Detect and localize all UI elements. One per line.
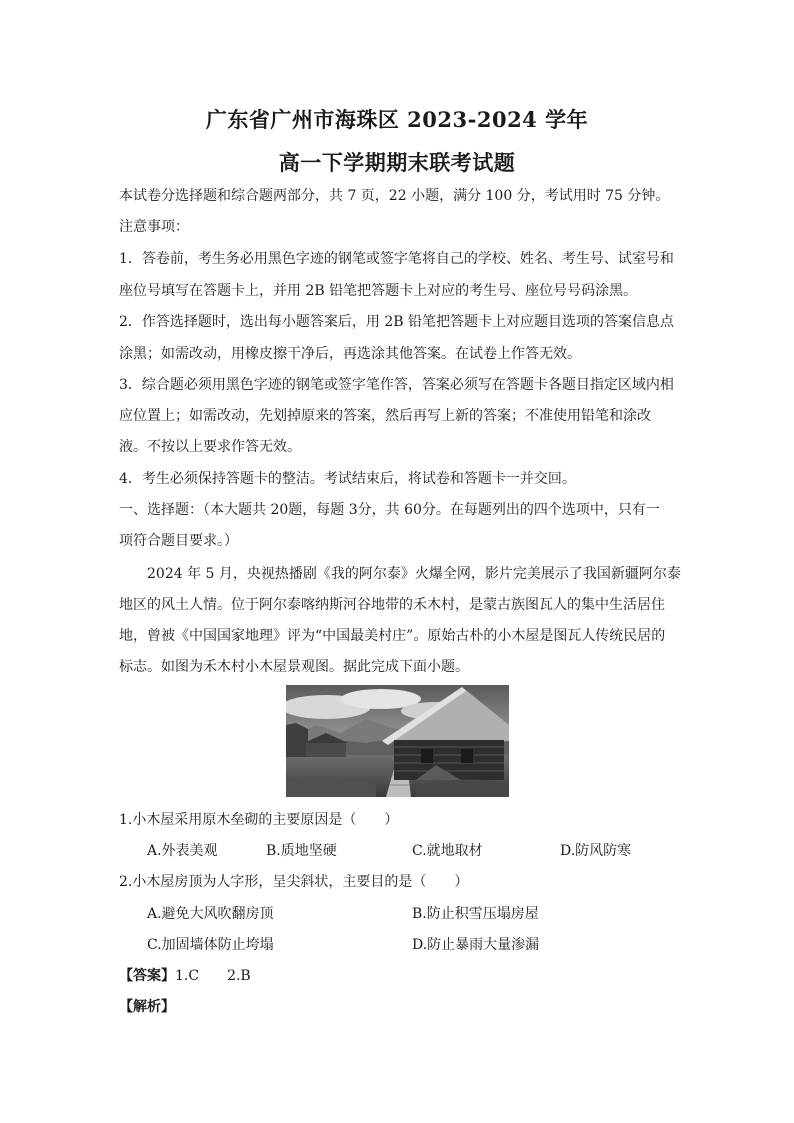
- section-heading-line-2: 项符合题目要求。）: [119, 533, 238, 549]
- passage-line-2: 地区的风土人情。位于阿尔泰喀纳斯河谷地带的禾木村，是蒙古族图瓦人的集中生活居住: [119, 597, 665, 613]
- passage-line-3: 地，曾被《中国国家地理》评为“中国最美村庄”。原始古朴的小木屋是图瓦人传统民居的: [119, 628, 666, 644]
- page-title: 广东省广州市海珠区 2023-2024 学年: [205, 107, 589, 132]
- analysis-label: 【解析】: [119, 999, 175, 1015]
- page-subtitle: 高一下学期期末联考试题: [278, 150, 516, 175]
- question-1-option-b: B.质地坚硬: [266, 843, 337, 859]
- question-2-stem: 2.小木屋房顶为人字形，呈尖斜状，主要目的是（ ）: [119, 874, 469, 890]
- note-3-line-3: 液。不按以上要求作答无效。: [119, 439, 301, 455]
- question-2-option-b: B.防止积雪压塌房屋: [412, 906, 539, 922]
- passage-line-4: 标志。如图为禾木村小木屋景观图。据此完成下面小题。: [119, 659, 469, 675]
- question-1-stem: 1.小木屋采用原木垒砌的主要原因是（ ）: [119, 812, 399, 828]
- question-2-option-d: D.防止暴雨大量渗漏: [412, 937, 540, 953]
- note-4: 4．考生必须保持答题卡的整洁。考试结束后，将试卷和答题卡一并交回。: [119, 471, 576, 487]
- note-2-line-1: 2．作答选择题时，选出每小题答案后，用 2B 铅笔把答题卡上对应题目选项的答案信息点: [119, 314, 675, 330]
- section-heading-line-1: 一、选择题：（本大题共 20题，每题 3分，共 60分。在每题列出的四个选项中，只有一: [119, 502, 660, 518]
- answer-value: 1.C 2.B: [175, 968, 251, 984]
- question-2-option-a: A.避免大风吹翻房顶: [147, 906, 274, 922]
- answer-row: [119, 967, 679, 985]
- question-1-option-c: C.就地取材: [412, 843, 483, 859]
- passage-line-1: 2024 年 5 月，央视热播剧《我的阿尔泰》火爆全网，影片完美展示了我国新疆阿尔泰: [147, 566, 681, 582]
- question-1-option-d: D.防风防寒: [560, 843, 632, 859]
- question-2-option-c: C.加固墙体防止垮塌: [147, 937, 274, 953]
- notes-heading: 注意事项：: [119, 219, 189, 235]
- question-1-option-a: A.外表美观: [147, 843, 218, 859]
- note-1-line-2: 座位号填写在答题卡上，并用 2B 铅笔把答题卡上对应的考生号、座位号号码涂黑。: [119, 283, 638, 299]
- note-1-line-1: 1．答卷前，考生务必用黑色字迹的钢笔或签字笔将自己的学校、姓名、考生号、试室号和: [119, 251, 674, 267]
- answer-label: 【答案】: [119, 968, 175, 984]
- note-2-line-2: 涂黑；如需改动，用橡皮擦干净后，再选涂其他答案。在试卷上作答无效。: [119, 346, 581, 362]
- exam-summary: 本试卷分选择题和综合题两部分，共 7 页，22 小题，满分 100 分，考试用时 75 分钟。: [119, 188, 670, 204]
- note-3-line-1: 3．综合题必须用黑色字迹的钢笔或签字笔作答，答案必须写在答题卡各题目指定区域内相: [119, 377, 674, 393]
- cabin-photo: [286, 685, 509, 797]
- note-3-line-2: 应位置上；如需改动，先划掉原来的答案，然后再写上新的答案；不准使用铅笔和涂改: [119, 408, 651, 424]
